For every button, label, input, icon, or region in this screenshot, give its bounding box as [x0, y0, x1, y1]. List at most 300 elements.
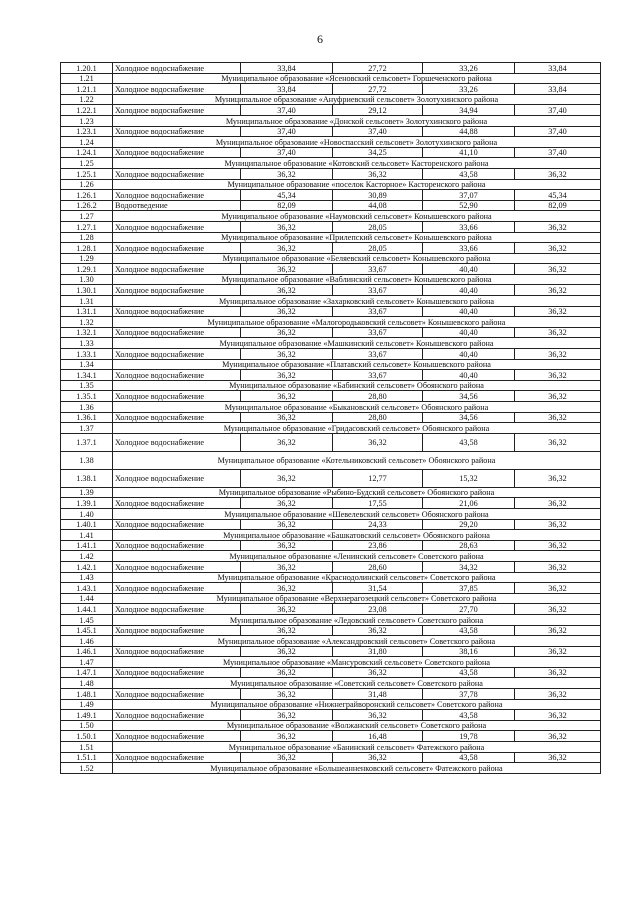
row-code: 1.36 — [61, 402, 113, 413]
tariff-value-1: 36,32 — [241, 243, 333, 254]
municipality-row — [61, 657, 601, 668]
municipality-title: Муниципальное образование «Рыбино-Будский сельсовет» Обоянского района — [113, 487, 601, 498]
service-name: Холодное водоснабжение — [113, 433, 241, 451]
row-code: 1.40 — [61, 508, 113, 519]
tariff-value-3: 28,63 — [423, 540, 515, 551]
tariff-value-1: 36,32 — [241, 264, 333, 275]
service-name: Холодное водоснабжение — [113, 105, 241, 116]
row-code: 1.26 — [61, 179, 113, 190]
municipality-title: Муниципальное образование «Банинский сельсовет» Фатежского района — [113, 742, 601, 753]
municipality-title: Муниципальное образование «Прилепский сельсовет» Конышевского района — [113, 232, 601, 243]
tariff-value-4: 36,32 — [515, 370, 601, 381]
row-code: 1.29 — [61, 253, 113, 264]
tariff-value-4: 36,32 — [515, 561, 601, 572]
municipality-row — [61, 763, 601, 774]
service-name: Холодное водоснабжение — [113, 689, 241, 700]
municipality-row — [61, 253, 601, 264]
tariff-value-2: 16,48 — [333, 731, 423, 742]
service-name: Холодное водоснабжение — [113, 84, 241, 95]
service-name: Холодное водоснабжение — [113, 126, 241, 137]
tariff-value-4: 33,84 — [515, 84, 601, 95]
tariff-row — [61, 731, 601, 742]
row-code: 1.33.1 — [61, 349, 113, 360]
tariff-row — [61, 498, 601, 509]
row-code: 1.31 — [61, 296, 113, 307]
municipality-row — [61, 423, 601, 434]
tariff-value-4: 36,32 — [515, 327, 601, 338]
tariff-value-3: 40,40 — [423, 306, 515, 317]
tariff-value-4: 36,32 — [515, 540, 601, 551]
row-code: 1.33 — [61, 338, 113, 349]
tariff-value-2: 31,48 — [333, 689, 423, 700]
row-code: 1.27.1 — [61, 221, 113, 232]
row-code: 1.26.2 — [61, 200, 113, 211]
tariff-value-1: 36,32 — [241, 412, 333, 423]
tariff-row — [61, 147, 601, 158]
tariff-value-1: 33,84 — [241, 63, 333, 74]
row-code: 1.25 — [61, 158, 113, 169]
service-name: Холодное водоснабжение — [113, 561, 241, 572]
tariff-value-2: 28,60 — [333, 561, 423, 572]
row-code: 1.28 — [61, 232, 113, 243]
row-code: 1.39 — [61, 487, 113, 498]
tariff-value-3: 43,58 — [423, 752, 515, 763]
municipality-row — [61, 530, 601, 541]
tariff-row — [61, 604, 601, 615]
municipality-title: Муниципальное образование «Котельниковский сельсовет» Обоянского района — [113, 451, 601, 469]
row-code: 1.44 — [61, 593, 113, 604]
row-code: 1.42.1 — [61, 561, 113, 572]
tariff-value-2: 37,40 — [333, 126, 423, 137]
tariff-value-2: 44,08 — [333, 200, 423, 211]
row-code: 1.32.1 — [61, 327, 113, 338]
tariff-value-1: 36,32 — [241, 168, 333, 179]
tariff-row — [61, 221, 601, 232]
municipality-row — [61, 73, 601, 84]
tariff-value-3: 40,40 — [423, 285, 515, 296]
municipality-title: Муниципальное образование «Советский сельсовет» Советского района — [113, 678, 601, 689]
service-name: Холодное водоснабжение — [113, 349, 241, 360]
tariff-value-2: 27,72 — [333, 63, 423, 74]
municipality-row — [61, 296, 601, 307]
municipality-title: Муниципальное образование «Котовский сельсовет» Касторенского района — [113, 158, 601, 169]
municipality-row — [61, 636, 601, 647]
tariff-value-3: 37,07 — [423, 190, 515, 201]
tariff-value-3: 34,32 — [423, 561, 515, 572]
row-code: 1.48 — [61, 678, 113, 689]
municipality-row — [61, 572, 601, 583]
row-code: 1.36.1 — [61, 412, 113, 423]
tariff-value-2: 33,67 — [333, 306, 423, 317]
municipality-title: Муниципальное образование «Краснодолинский сельсовет» Советского района — [113, 572, 601, 583]
tariff-row — [61, 469, 601, 487]
row-code: 1.39.1 — [61, 498, 113, 509]
municipality-row — [61, 402, 601, 413]
row-code: 1.20.1 — [61, 63, 113, 74]
municipality-title: Муниципальное образование «Волжанский сельсовет» Советского района — [113, 720, 601, 731]
tariff-value-4: 37,40 — [515, 105, 601, 116]
tariff-value-4: 36,32 — [515, 433, 601, 451]
tariff-value-2: 36,32 — [333, 710, 423, 721]
tariff-value-2: 36,32 — [333, 752, 423, 763]
municipality-row — [61, 380, 601, 391]
tariff-value-2: 28,05 — [333, 243, 423, 254]
service-name: Холодное водоснабжение — [113, 752, 241, 763]
row-code: 1.23.1 — [61, 126, 113, 137]
municipality-title: Муниципальное образование «Новоспасский сельсовет» Золотухинского района — [113, 137, 601, 148]
row-code: 1.28.1 — [61, 243, 113, 254]
tariff-value-1: 36,32 — [241, 604, 333, 615]
municipality-title: Муниципальное образование «Ледовский сельсовет» Советского района — [113, 614, 601, 625]
tariff-value-2: 34,25 — [333, 147, 423, 158]
tariff-value-1: 45,34 — [241, 190, 333, 201]
municipality-row — [61, 720, 601, 731]
municipality-row — [61, 487, 601, 498]
tariff-value-1: 36,32 — [241, 561, 333, 572]
tariff-value-3: 40,40 — [423, 370, 515, 381]
row-code: 1.41 — [61, 530, 113, 541]
row-code: 1.46 — [61, 636, 113, 647]
row-code: 1.51.1 — [61, 752, 113, 763]
tariff-row — [61, 412, 601, 423]
tariff-row — [61, 561, 601, 572]
tariff-value-2: 36,32 — [333, 168, 423, 179]
municipality-title: Муниципальное образование «Большеанненковский сельсовет» Фатежского района — [113, 763, 601, 774]
row-code: 1.43 — [61, 572, 113, 583]
service-name: Холодное водоснабжение — [113, 710, 241, 721]
service-name: Холодное водоснабжение — [113, 243, 241, 254]
row-code: 1.27 — [61, 211, 113, 222]
municipality-row — [61, 678, 601, 689]
service-name: Холодное водоснабжение — [113, 625, 241, 636]
tariff-row — [61, 370, 601, 381]
tariff-value-4: 36,32 — [515, 604, 601, 615]
tariff-row — [61, 433, 601, 451]
service-name: Холодное водоснабжение — [113, 264, 241, 275]
row-code: 1.21.1 — [61, 84, 113, 95]
tariff-value-2: 12,77 — [333, 469, 423, 487]
municipality-title: Муниципальное образование «Александровский сельсовет» Советского района — [113, 636, 601, 647]
tariff-value-1: 36,32 — [241, 433, 333, 451]
municipality-title: Муниципальное образование «Башкатовский сельсовет» Обоянского района — [113, 530, 601, 541]
tariff-row — [61, 583, 601, 594]
tariff-row — [61, 168, 601, 179]
tariff-row — [61, 519, 601, 530]
tariff-value-1: 36,32 — [241, 583, 333, 594]
tariff-value-3: 41,10 — [423, 147, 515, 158]
tariff-value-2: 28,80 — [333, 391, 423, 402]
tariff-value-3: 34,56 — [423, 391, 515, 402]
tariff-value-1: 36,32 — [241, 519, 333, 530]
municipality-title: Муниципальное образование «Захарковский сельсовет» Конышевского района — [113, 296, 601, 307]
row-code: 1.45 — [61, 614, 113, 625]
municipality-row — [61, 699, 601, 710]
tariff-value-4: 36,32 — [515, 469, 601, 487]
row-code: 1.34 — [61, 359, 113, 370]
tariff-value-3: 52,90 — [423, 200, 515, 211]
tariff-row — [61, 327, 601, 338]
tariff-table — [60, 62, 601, 774]
municipality-row — [61, 614, 601, 625]
row-code: 1.37.1 — [61, 433, 113, 451]
tariff-value-3: 15,32 — [423, 469, 515, 487]
row-code: 1.22.1 — [61, 105, 113, 116]
municipality-title: Муниципальное образование «Верхнерагозецкий сельсовет» Советского района — [113, 593, 601, 604]
tariff-value-4: 36,32 — [515, 710, 601, 721]
tariff-value-2: 33,67 — [333, 327, 423, 338]
tariff-value-1: 36,32 — [241, 370, 333, 381]
row-code: 1.32 — [61, 317, 113, 328]
tariff-value-1: 36,32 — [241, 221, 333, 232]
row-code: 1.42 — [61, 551, 113, 562]
tariff-value-1: 36,32 — [241, 349, 333, 360]
row-code: 1.46.1 — [61, 646, 113, 657]
tariff-value-4: 45,34 — [515, 190, 601, 201]
row-code: 1.37 — [61, 423, 113, 434]
tariff-value-2: 30,89 — [333, 190, 423, 201]
tariff-value-3: 37,78 — [423, 689, 515, 700]
tariff-value-4: 36,32 — [515, 349, 601, 360]
tariff-value-1: 36,32 — [241, 285, 333, 296]
row-code: 1.44.1 — [61, 604, 113, 615]
row-code: 1.24 — [61, 137, 113, 148]
tariff-value-3: 34,56 — [423, 412, 515, 423]
municipality-row — [61, 232, 601, 243]
tariff-value-3: 43,58 — [423, 710, 515, 721]
municipality-row — [61, 593, 601, 604]
tariff-value-2: 31,80 — [333, 646, 423, 657]
tariff-value-1: 36,32 — [241, 327, 333, 338]
tariff-value-4: 36,32 — [515, 625, 601, 636]
tariff-value-2: 28,80 — [333, 412, 423, 423]
row-code: 1.49.1 — [61, 710, 113, 721]
municipality-row — [61, 338, 601, 349]
row-code: 1.45.1 — [61, 625, 113, 636]
tariff-value-3: 38,16 — [423, 646, 515, 657]
page-number: 6 — [317, 32, 323, 46]
tariff-value-4: 37,40 — [515, 147, 601, 158]
municipality-title: Муниципальное образование «Малогородьковский сельсовет» Конышевского района — [113, 317, 601, 328]
municipality-title: Муниципальное образование «Ясеновский сельсовет» Горшеченского района — [113, 73, 601, 84]
municipality-row — [61, 508, 601, 519]
service-name: Водоотведение — [113, 200, 241, 211]
tariff-value-2: 29,12 — [333, 105, 423, 116]
service-name: Холодное водоснабжение — [113, 63, 241, 74]
tariff-value-4: 36,32 — [515, 306, 601, 317]
tariff-row — [61, 190, 601, 201]
tariff-value-4: 36,32 — [515, 667, 601, 678]
tariff-value-3: 34,94 — [423, 105, 515, 116]
row-code: 1.43.1 — [61, 583, 113, 594]
tariff-value-3: 37,85 — [423, 583, 515, 594]
tariff-value-2: 36,32 — [333, 433, 423, 451]
municipality-row — [61, 115, 601, 126]
municipality-title: Муниципальное образование «поселок Касторное» Касторенского района — [113, 179, 601, 190]
tariff-value-3: 21,06 — [423, 498, 515, 509]
tariff-value-4: 36,32 — [515, 168, 601, 179]
tariff-value-1: 36,32 — [241, 667, 333, 678]
tariff-value-2: 23,86 — [333, 540, 423, 551]
service-name: Холодное водоснабжение — [113, 667, 241, 678]
service-name: Холодное водоснабжение — [113, 370, 241, 381]
tariff-value-3: 44,88 — [423, 126, 515, 137]
tariff-value-4: 36,32 — [515, 519, 601, 530]
row-code: 1.50.1 — [61, 731, 113, 742]
tariff-row — [61, 625, 601, 636]
tariff-value-3: 27,70 — [423, 604, 515, 615]
tariff-value-2: 23,08 — [333, 604, 423, 615]
tariff-value-1: 36,32 — [241, 306, 333, 317]
municipality-title: Муниципальное образование «Платавский сельсовет» Конышевского района — [113, 359, 601, 370]
tariff-value-4: 36,32 — [515, 221, 601, 232]
tariff-value-3: 33,26 — [423, 63, 515, 74]
tariff-value-4: 36,32 — [515, 752, 601, 763]
tariff-row — [61, 63, 601, 74]
tariff-row — [61, 285, 601, 296]
tariff-row — [61, 689, 601, 700]
municipality-row — [61, 551, 601, 562]
row-code: 1.21 — [61, 73, 113, 84]
service-name: Холодное водоснабжение — [113, 469, 241, 487]
service-name: Холодное водоснабжение — [113, 731, 241, 742]
tariff-value-4: 82,09 — [515, 200, 601, 211]
tariff-value-4: 36,32 — [515, 391, 601, 402]
tariff-row — [61, 752, 601, 763]
service-name: Холодное водоснабжение — [113, 519, 241, 530]
tariff-value-1: 37,40 — [241, 126, 333, 137]
tariff-value-3: 40,40 — [423, 264, 515, 275]
row-code: 1.30.1 — [61, 285, 113, 296]
tariff-value-3: 19,78 — [423, 731, 515, 742]
tariff-value-3: 43,58 — [423, 625, 515, 636]
municipality-row — [61, 274, 601, 285]
tariff-value-2: 31,54 — [333, 583, 423, 594]
municipality-row — [61, 359, 601, 370]
tariff-row — [61, 264, 601, 275]
row-code: 1.38 — [61, 451, 113, 469]
tariff-value-1: 36,32 — [241, 646, 333, 657]
municipality-title: Муниципальное образование «Беляевский сельсовет» Конышевского района — [113, 253, 601, 264]
tariff-value-4: 36,32 — [515, 498, 601, 509]
row-code: 1.30 — [61, 274, 113, 285]
tariff-value-3: 43,58 — [423, 168, 515, 179]
row-code: 1.50 — [61, 720, 113, 731]
tariff-value-2: 36,32 — [333, 667, 423, 678]
service-name: Холодное водоснабжение — [113, 540, 241, 551]
tariff-row — [61, 243, 601, 254]
service-name: Холодное водоснабжение — [113, 646, 241, 657]
row-code: 1.29.1 — [61, 264, 113, 275]
tariff-value-1: 36,32 — [241, 498, 333, 509]
row-code: 1.23 — [61, 115, 113, 126]
tariff-value-4: 37,40 — [515, 126, 601, 137]
row-code: 1.35.1 — [61, 391, 113, 402]
tariff-value-1: 36,32 — [241, 731, 333, 742]
municipality-title: Муниципальное образование «Донской сельсовет» Золотухинского района — [113, 115, 601, 126]
service-name: Холодное водоснабжение — [113, 285, 241, 296]
municipality-row — [61, 451, 601, 469]
municipality-title: Муниципальное образование «Шевелевский сельсовет» Обоянского района — [113, 508, 601, 519]
tariff-row — [61, 540, 601, 551]
tariff-value-2: 36,32 — [333, 625, 423, 636]
tariff-row — [61, 391, 601, 402]
municipality-row — [61, 179, 601, 190]
municipality-title: Муниципальное образование «Машкинский сельсовет» Конышевского района — [113, 338, 601, 349]
row-code: 1.52 — [61, 763, 113, 774]
tariff-value-4: 36,32 — [515, 243, 601, 254]
tariff-value-3: 40,40 — [423, 327, 515, 338]
tariff-value-1: 82,09 — [241, 200, 333, 211]
service-name: Холодное водоснабжение — [113, 327, 241, 338]
tariff-value-4: 36,32 — [515, 412, 601, 423]
tariff-row — [61, 200, 601, 211]
tariff-value-1: 36,32 — [241, 625, 333, 636]
municipality-row — [61, 158, 601, 169]
tariff-value-2: 17,55 — [333, 498, 423, 509]
tariff-value-1: 36,32 — [241, 752, 333, 763]
tariff-value-2: 33,67 — [333, 349, 423, 360]
tariff-row — [61, 349, 601, 360]
service-name: Холодное водоснабжение — [113, 190, 241, 201]
tariff-value-2: 28,05 — [333, 221, 423, 232]
municipality-row — [61, 742, 601, 753]
service-name: Холодное водоснабжение — [113, 221, 241, 232]
tariff-value-1: 33,84 — [241, 84, 333, 95]
tariff-row — [61, 306, 601, 317]
row-code: 1.35 — [61, 380, 113, 391]
tariff-row — [61, 126, 601, 137]
municipality-title: Муниципальное образование «Ануфриевский сельсовет» Золотухинского района — [113, 94, 601, 105]
row-code: 1.51 — [61, 742, 113, 753]
municipality-title: Муниципальное образование «Наумовский сельсовет» Конышевского района — [113, 211, 601, 222]
tariff-value-4: 33,84 — [515, 63, 601, 74]
row-code: 1.31.1 — [61, 306, 113, 317]
tariff-value-1: 36,32 — [241, 689, 333, 700]
row-code: 1.34.1 — [61, 370, 113, 381]
tariff-value-3: 43,58 — [423, 667, 515, 678]
service-name: Холодное водоснабжение — [113, 391, 241, 402]
service-name: Холодное водоснабжение — [113, 306, 241, 317]
municipality-title: Муниципальное образование «Гридасовский сельсовет» Обоянского района — [113, 423, 601, 434]
tariff-value-3: 33,26 — [423, 84, 515, 95]
tariff-value-1: 36,32 — [241, 710, 333, 721]
municipality-title: Муниципальное образование «Ваблинский сельсовет» Конышевского района — [113, 274, 601, 285]
row-code: 1.24.1 — [61, 147, 113, 158]
municipality-title: Муниципальное образование «Бабинский сельсовет» Обоянского района — [113, 380, 601, 391]
tariff-value-3: 33,66 — [423, 221, 515, 232]
row-code: 1.40.1 — [61, 519, 113, 530]
row-code: 1.41.1 — [61, 540, 113, 551]
tariff-value-2: 33,67 — [333, 370, 423, 381]
tariff-value-3: 29,20 — [423, 519, 515, 530]
row-code: 1.26.1 — [61, 190, 113, 201]
tariff-value-4: 36,32 — [515, 646, 601, 657]
municipality-row — [61, 317, 601, 328]
tariff-value-4: 36,32 — [515, 583, 601, 594]
municipality-title: Муниципальное образование «Мансуровский сельсовет» Советского района — [113, 657, 601, 668]
row-code: 1.38.1 — [61, 469, 113, 487]
municipality-row — [61, 211, 601, 222]
tariff-value-1: 37,40 — [241, 147, 333, 158]
tariff-value-1: 36,32 — [241, 391, 333, 402]
municipality-row — [61, 94, 601, 105]
tariff-value-3: 43,58 — [423, 433, 515, 451]
tariff-value-4: 36,32 — [515, 264, 601, 275]
tariff-value-4: 36,32 — [515, 689, 601, 700]
tariff-value-1: 37,40 — [241, 105, 333, 116]
municipality-title: Муниципальное образование «Нижнеграйворонский сельсовет» Советского района — [113, 699, 601, 710]
tariff-value-4: 36,32 — [515, 285, 601, 296]
